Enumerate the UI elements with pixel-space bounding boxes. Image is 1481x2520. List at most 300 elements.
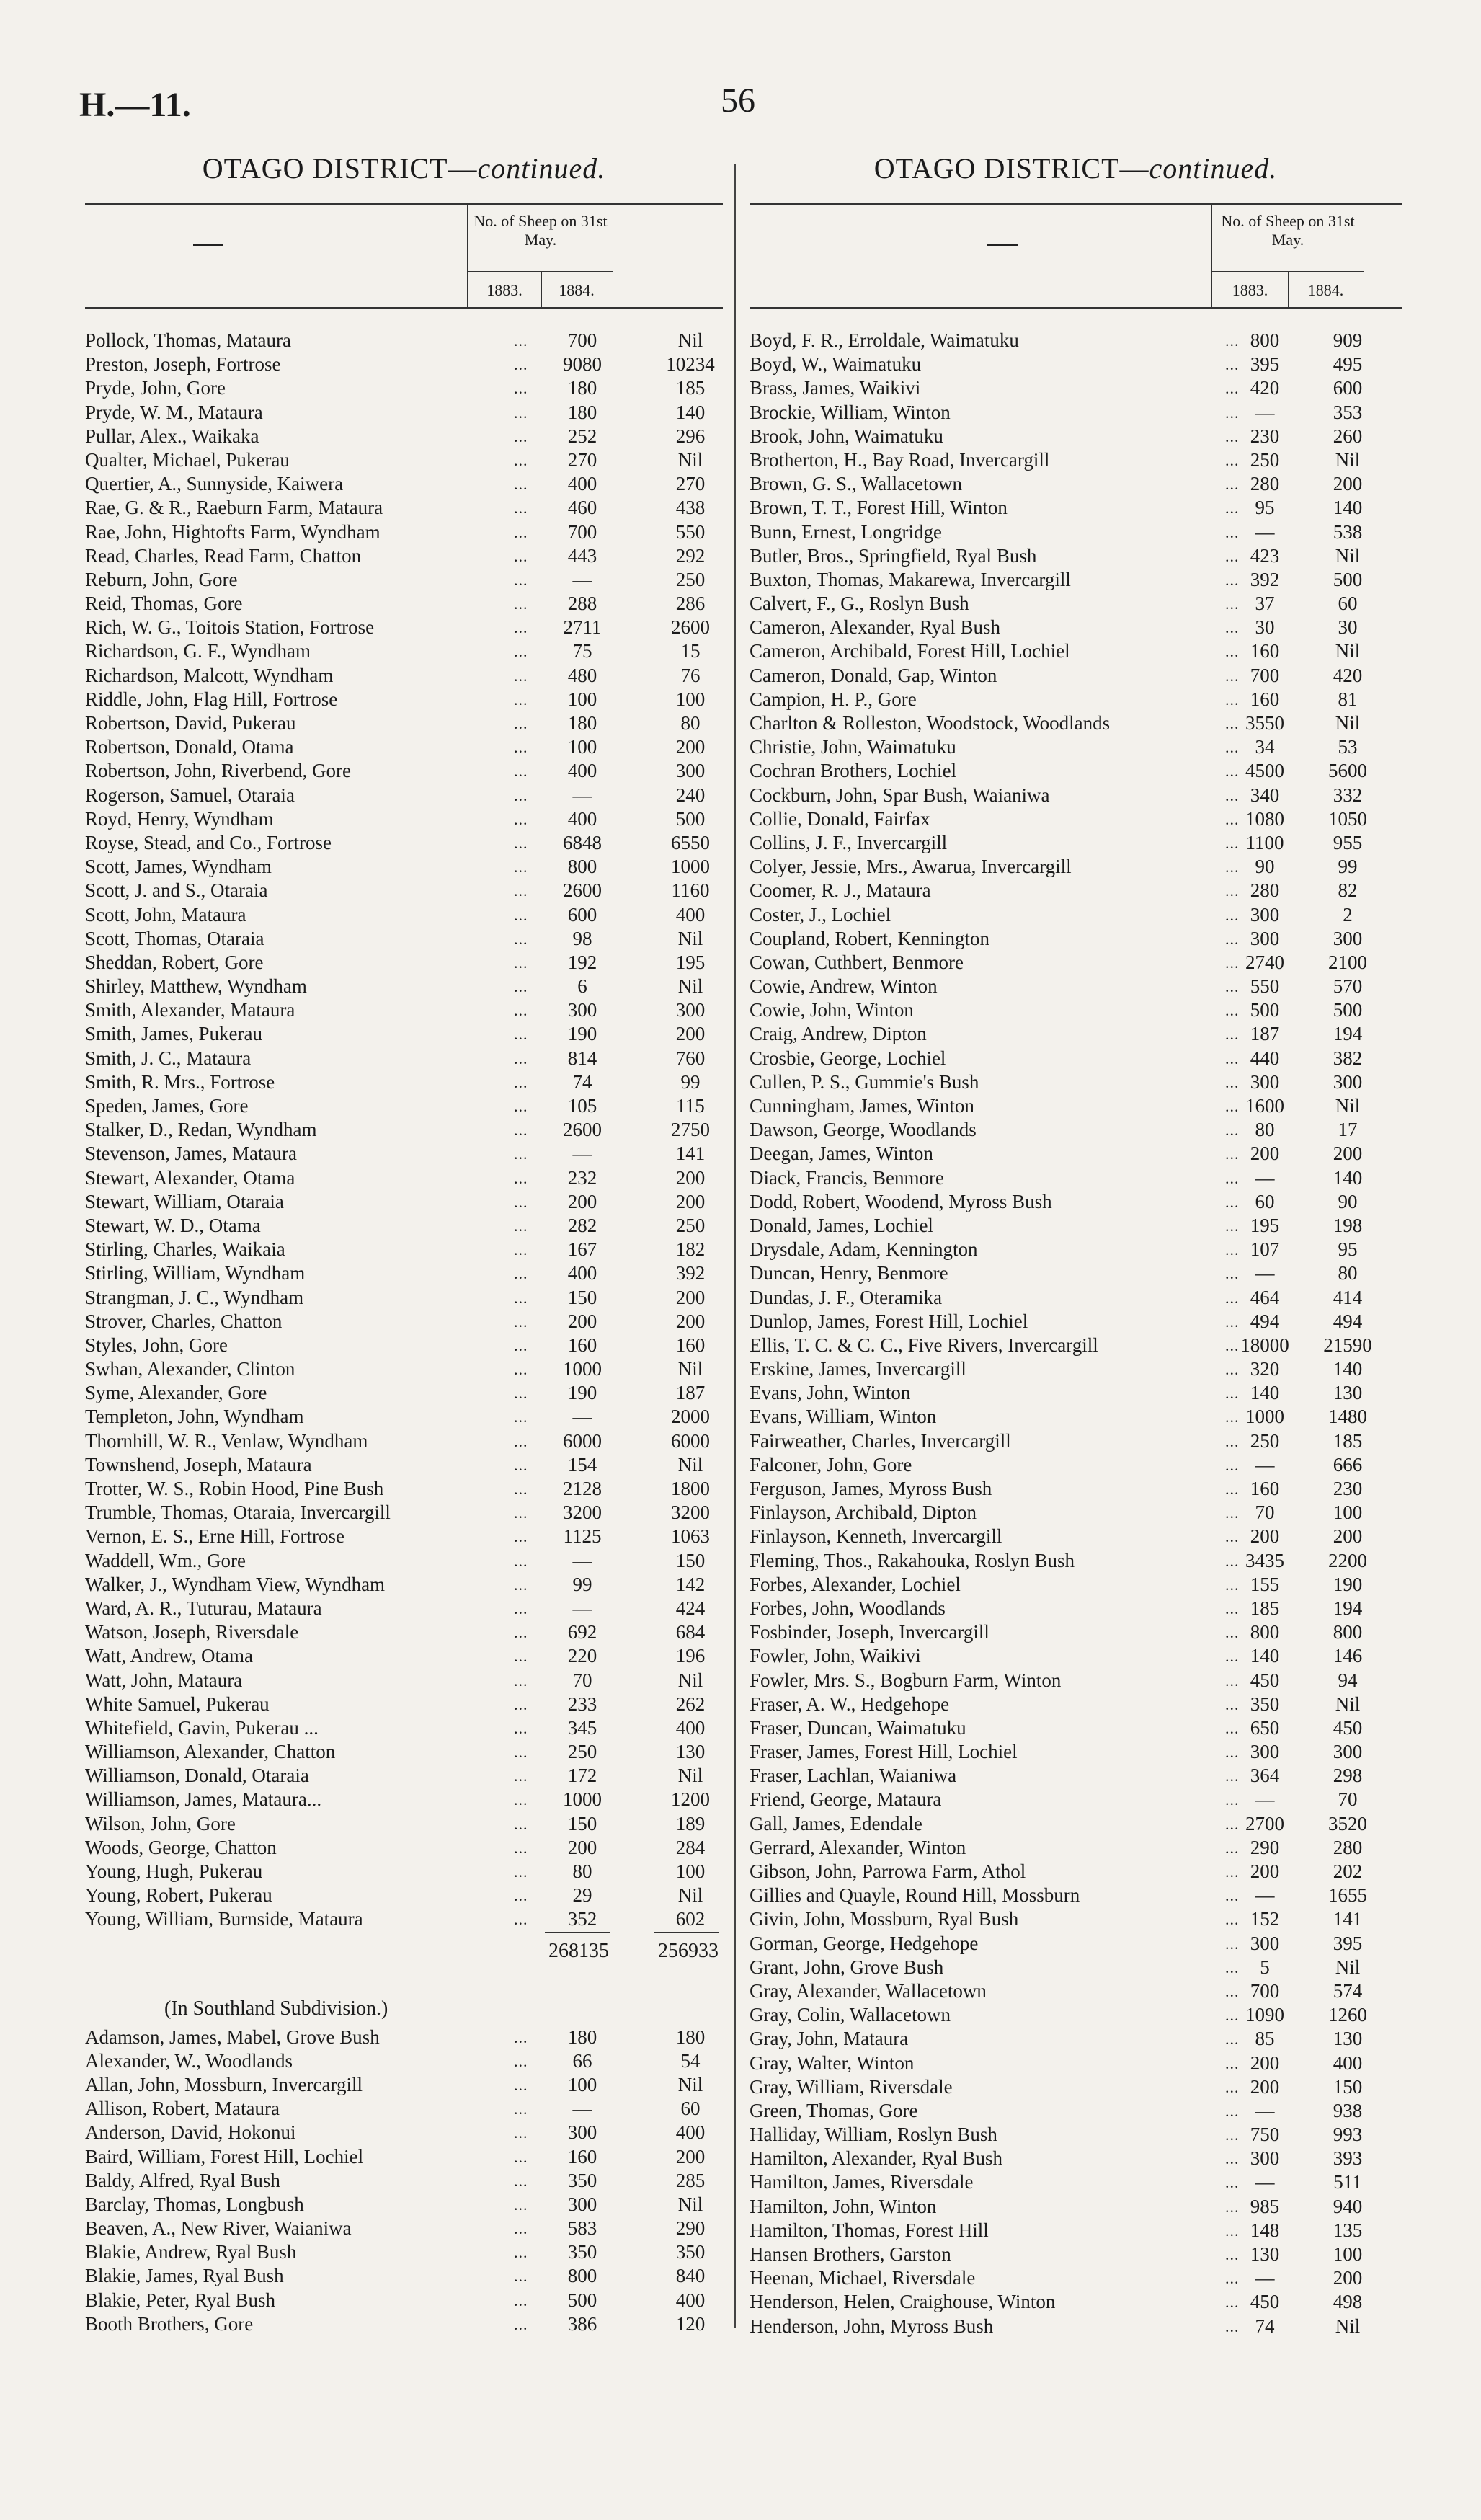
owner-name: Quertier, A., Sunnyside, Kaiwera bbox=[85, 473, 344, 495]
leader-dots: ... bbox=[514, 1408, 528, 1427]
sheep-1883: 500 bbox=[567, 2289, 597, 2311]
sheep-1884: 760 bbox=[675, 1047, 706, 1069]
sheep-1884: 200 bbox=[675, 1166, 706, 1189]
leader-dots: ... bbox=[1225, 1623, 1240, 1642]
owner-name: Smith, Alexander, Mataura bbox=[85, 999, 295, 1021]
sheep-1883: 160 bbox=[1250, 1478, 1280, 1499]
leader-dots: ... bbox=[1225, 905, 1240, 924]
sheep-1883: 700 bbox=[567, 329, 597, 351]
sheep-1883: 18000 bbox=[1240, 1334, 1289, 1356]
leader-dots: ... bbox=[1225, 953, 1240, 972]
owner-name: Duncan, Henry, Benmore bbox=[750, 1262, 948, 1285]
sheep-1884: Nil bbox=[677, 329, 703, 351]
table-row bbox=[85, 1286, 723, 1310]
owner-name: Dundas, J. F., Oteramika bbox=[750, 1286, 943, 1308]
table-row bbox=[750, 951, 1402, 975]
table-row bbox=[750, 2147, 1402, 2170]
sheep-1884: 400 bbox=[675, 2289, 706, 2311]
sheep-1884: 146 bbox=[1333, 1645, 1363, 1667]
table-row bbox=[750, 329, 1402, 352]
sheep-1883: 985 bbox=[1250, 2195, 1280, 2217]
sheep-1883: 250 bbox=[1250, 1429, 1280, 1452]
sheep-1883: 345 bbox=[567, 1716, 597, 1739]
leader-dots: ... bbox=[1225, 2317, 1240, 2335]
table-row bbox=[750, 2099, 1402, 2123]
owner-name: Givin, John, Mossburn, Ryal Bush bbox=[750, 1908, 1019, 1930]
sheep-1884: 332 bbox=[1333, 784, 1363, 806]
table-row bbox=[750, 568, 1402, 592]
owner-name: Syme, Alexander, Gore bbox=[85, 1382, 267, 1404]
table-row bbox=[85, 1094, 723, 1118]
sheep-1883: 74 bbox=[1255, 2315, 1275, 2337]
owner-name: Gray, Walter, Winton bbox=[750, 2051, 915, 2074]
owner-name: Finlayson, Kenneth, Invercargill bbox=[750, 1525, 1002, 1548]
sheep-1883: 80 bbox=[1255, 1119, 1275, 1141]
sheep-1884: 130 bbox=[1333, 1382, 1363, 1404]
table-row bbox=[750, 1836, 1402, 1860]
table-row bbox=[85, 352, 723, 376]
sheep-1883: 200 bbox=[1250, 1143, 1280, 1165]
sheep-1883: 152 bbox=[1250, 1908, 1280, 1930]
leader-dots: ... bbox=[514, 953, 528, 972]
sheep-1883: 200 bbox=[1250, 2051, 1280, 2074]
sheep-1884: 135 bbox=[1333, 2219, 1363, 2241]
sheep-1884: 3520 bbox=[1328, 1812, 1367, 1834]
leader-dots: ... bbox=[514, 1432, 528, 1450]
total-1884: 256933 bbox=[658, 1939, 719, 1962]
sheep-1883: 154 bbox=[567, 1453, 597, 1476]
sheep-1884: 200 bbox=[675, 1023, 706, 1045]
owner-name: Gray, Alexander, Wallacetown bbox=[750, 1979, 987, 2002]
owner-name: Bunn, Ernest, Longridge bbox=[750, 520, 942, 543]
sheep-1884: 194 bbox=[1333, 1597, 1363, 1619]
owner-name: Boyd, W., Waimatuku bbox=[750, 353, 922, 376]
sheep-1883: 1125 bbox=[563, 1525, 602, 1548]
table-row bbox=[85, 2121, 723, 2144]
leader-dots: ... bbox=[1225, 2101, 1240, 2120]
sheep-1883: — bbox=[1255, 1884, 1275, 1907]
table-row bbox=[750, 592, 1402, 616]
sheep-1884: 400 bbox=[675, 903, 706, 926]
sheep-1884: 99 bbox=[1338, 856, 1358, 878]
owner-name: Young, Robert, Pukerau bbox=[85, 1884, 272, 1907]
owner-name: Booth Brothers, Gore bbox=[85, 2312, 254, 2335]
sheep-1883: 130 bbox=[1250, 2243, 1280, 2265]
table-row bbox=[750, 2003, 1402, 2027]
sheep-1884: Nil bbox=[677, 975, 703, 998]
sheep-1884: 424 bbox=[675, 1597, 706, 1619]
sheep-1884: 500 bbox=[675, 807, 706, 830]
sheep-1884: 1260 bbox=[1328, 2004, 1367, 2026]
leader-dots: ... bbox=[514, 977, 528, 996]
leader-dots: ... bbox=[514, 929, 528, 948]
table-row bbox=[85, 1836, 723, 1860]
table-row bbox=[750, 1620, 1402, 1644]
sheep-1883: 814 bbox=[567, 1047, 597, 1069]
leader-dots: ... bbox=[514, 833, 528, 852]
table-row bbox=[750, 376, 1402, 400]
leader-dots: ... bbox=[1225, 1049, 1240, 1068]
sheep-1883: 105 bbox=[567, 1095, 597, 1117]
leader-dots: ... bbox=[514, 1049, 528, 1068]
owner-name: Hamilton, James, Riversdale bbox=[750, 2171, 974, 2193]
owner-name: Dodd, Robert, Woodend, Myross Bush bbox=[750, 1190, 1052, 1212]
sheep-count-label: No. of Sheep on 31st May. bbox=[1221, 212, 1355, 249]
district-title-main: OTAGO DISTRICT— bbox=[873, 152, 1149, 185]
table-row bbox=[85, 1453, 723, 1477]
owner-name: Reid, Thomas, Gore bbox=[85, 593, 243, 615]
table-row bbox=[750, 711, 1402, 735]
leader-dots: ... bbox=[1225, 2006, 1240, 2025]
leader-dots: ... bbox=[514, 1073, 528, 1091]
sheep-1884: Nil bbox=[677, 927, 703, 949]
sheep-1883: 160 bbox=[1250, 640, 1280, 662]
table-row bbox=[85, 975, 723, 998]
owner-name: Green, Thomas, Gore bbox=[750, 2099, 918, 2121]
leader-dots: ... bbox=[514, 1718, 528, 1737]
sheep-1883: 692 bbox=[567, 1621, 597, 1643]
leader-dots: ... bbox=[1225, 570, 1240, 589]
sheep-1884: 230 bbox=[1333, 1478, 1363, 1499]
leader-dots: ... bbox=[1225, 1097, 1240, 1115]
leader-dots: ... bbox=[514, 355, 528, 374]
table-row bbox=[750, 1334, 1402, 1357]
sheep-1884: 450 bbox=[1333, 1716, 1363, 1739]
leader-dots: ... bbox=[1225, 499, 1240, 518]
leader-dots: ... bbox=[514, 1814, 528, 1833]
sheep-1884: 100 bbox=[675, 688, 706, 710]
owner-name: Blakie, Peter, Ryal Bush bbox=[85, 2289, 276, 2311]
owner-name: Walker, J., Wyndham View, Wyndham bbox=[85, 1573, 386, 1595]
district-title bbox=[85, 151, 723, 195]
table-row bbox=[750, 1261, 1402, 1285]
sheep-1884: 120 bbox=[675, 2312, 706, 2335]
owner-name: Williamson, Donald, Otaraia bbox=[85, 1765, 309, 1787]
sheep-1884: 800 bbox=[1333, 1621, 1363, 1643]
sheep-1883: 155 bbox=[1250, 1573, 1280, 1595]
leader-dots: ... bbox=[514, 1599, 528, 1618]
table-row bbox=[750, 855, 1402, 879]
sheep-1884: 140 bbox=[675, 401, 706, 423]
table-row bbox=[85, 1788, 723, 1811]
sheep-1884: 198 bbox=[1333, 1214, 1363, 1236]
sheep-1883: 80 bbox=[572, 1860, 592, 1882]
sheep-1883: 100 bbox=[567, 2073, 597, 2095]
sheep-1883: 400 bbox=[567, 473, 597, 495]
owner-name: Evans, William, Winton bbox=[750, 1406, 937, 1428]
table-row bbox=[750, 2315, 1402, 2338]
sheep-1884: 200 bbox=[675, 736, 706, 758]
owner-name: Buxton, Thomas, Makarewa, Invercargill bbox=[750, 568, 1071, 590]
owner-name: Williamson, Alexander, Chatton bbox=[85, 1741, 336, 1763]
leader-dots: ... bbox=[1225, 2030, 1240, 2049]
district-title-continued: continued. bbox=[477, 152, 606, 185]
leader-dots: ... bbox=[514, 1360, 528, 1379]
table-row bbox=[85, 1310, 723, 1334]
sheep-1884: 292 bbox=[675, 544, 706, 567]
sheep-1884: 76 bbox=[680, 664, 701, 686]
leader-dots: ... bbox=[1225, 2221, 1240, 2240]
sheep-1884: Nil bbox=[677, 1765, 703, 1787]
owner-name: Reburn, John, Gore bbox=[85, 568, 238, 590]
sheep-1884: 1000 bbox=[671, 856, 710, 878]
owner-name: Rogerson, Samuel, Otaraia bbox=[85, 784, 295, 806]
sheep-1884: 80 bbox=[680, 712, 701, 734]
table-header bbox=[750, 203, 1402, 309]
sheep-1884: 1800 bbox=[671, 1478, 710, 1499]
sheep-1884: 280 bbox=[1333, 1836, 1363, 1858]
owner-name: Drysdale, Adam, Kennington bbox=[750, 1238, 978, 1261]
district-title-main: OTAGO DISTRICT— bbox=[202, 152, 478, 185]
sheep-1883: 320 bbox=[1250, 1358, 1280, 1380]
leader-dots: ... bbox=[514, 1767, 528, 1785]
owner-name: Baldy, Alfred, Ryal Bush bbox=[85, 2169, 280, 2191]
owner-name: White Samuel, Pukerau bbox=[85, 1692, 270, 1715]
leader-dots: ... bbox=[514, 1791, 528, 1809]
sheep-1884: 189 bbox=[675, 1812, 706, 1834]
table-row bbox=[85, 831, 723, 855]
sheep-1883: 340 bbox=[1250, 784, 1280, 806]
table-row bbox=[750, 1357, 1402, 1381]
sheep-1884: Nil bbox=[677, 2193, 703, 2215]
owner-name: Colyer, Jessie, Mrs., Awarua, Invercargill bbox=[750, 856, 1072, 878]
leader-dots: ... bbox=[1225, 1838, 1240, 1857]
sheep-1884: 286 bbox=[675, 593, 706, 615]
sheep-1883: 750 bbox=[1250, 2124, 1280, 2146]
owner-name: Anderson, David, Hokonui bbox=[85, 2121, 296, 2144]
owner-name: Waddell, Wm., Gore bbox=[85, 1549, 246, 1571]
page-number: 56 bbox=[721, 81, 755, 120]
sheep-1884: 602 bbox=[675, 1908, 706, 1930]
table-row bbox=[750, 2123, 1402, 2147]
sheep-1884: 115 bbox=[676, 1095, 705, 1117]
leader-dots: ... bbox=[1225, 714, 1240, 732]
leader-dots: ... bbox=[514, 642, 528, 661]
table-row bbox=[750, 1286, 1402, 1310]
owner-name: Stirling, William, Wyndham bbox=[85, 1262, 306, 1285]
owner-name: Donald, James, Lochiel bbox=[750, 1214, 933, 1236]
leader-dots: ... bbox=[1225, 1455, 1240, 1474]
owner-name: Scott, John, Mataura bbox=[85, 903, 246, 926]
owner-name: Pryde, John, Gore bbox=[85, 377, 226, 399]
sheep-1883: 180 bbox=[567, 712, 597, 734]
sheep-1884: 290 bbox=[675, 2217, 706, 2240]
sheep-1883: 443 bbox=[567, 544, 597, 567]
sheep-1884: 99 bbox=[680, 1070, 701, 1093]
leader-dots: ... bbox=[514, 2124, 528, 2142]
sheep-1884: 550 bbox=[675, 520, 706, 543]
sheep-1883: 288 bbox=[567, 593, 597, 615]
sheep-1884: 200 bbox=[1333, 2267, 1363, 2289]
leader-dots: ... bbox=[514, 2147, 528, 2166]
sheep-1883: 107 bbox=[1250, 1238, 1280, 1261]
table-row bbox=[750, 1860, 1402, 1884]
year-header-row bbox=[1212, 271, 1364, 307]
table-row bbox=[85, 592, 723, 616]
leader-dots: ... bbox=[514, 738, 528, 757]
sheep-1884: 250 bbox=[675, 1214, 706, 1236]
sheep-1883: 160 bbox=[567, 1334, 597, 1356]
sheep-1883: 280 bbox=[1250, 473, 1280, 495]
sheep-1884: 2600 bbox=[671, 616, 710, 639]
leader-dots: ... bbox=[1225, 1432, 1240, 1450]
table-row bbox=[750, 1453, 1402, 1477]
table-row bbox=[750, 879, 1402, 902]
sheep-1884: Nil bbox=[1335, 640, 1361, 662]
left-column bbox=[85, 151, 723, 2336]
owner-name: Cowan, Cuthbert, Benmore bbox=[750, 951, 964, 973]
sheep-1884: 2750 bbox=[671, 1119, 710, 1141]
sheep-1884: 600 bbox=[1333, 377, 1363, 399]
sheep-1883: 5 bbox=[1260, 1956, 1270, 1978]
leader-dots: ... bbox=[1225, 1743, 1240, 1762]
leader-dots: ... bbox=[514, 690, 528, 709]
leader-dots: ... bbox=[1225, 1384, 1240, 1403]
sheep-1883: 1100 bbox=[1245, 831, 1284, 853]
table-row bbox=[750, 1669, 1402, 1692]
sheep-1884: Nil bbox=[677, 1453, 703, 1476]
sheep-1884: Nil bbox=[677, 1669, 703, 1691]
owner-name: Richardson, G. F., Wyndham bbox=[85, 640, 311, 662]
sheep-1883: 282 bbox=[567, 1214, 597, 1236]
table-row bbox=[750, 688, 1402, 711]
owner-name: Williamson, James, Mataura... bbox=[85, 1788, 322, 1811]
sheep-1884: 141 bbox=[1333, 1908, 1363, 1930]
table-row bbox=[750, 1094, 1402, 1118]
owner-name: Cockburn, John, Spar Bush, Waianiwa bbox=[750, 784, 1050, 806]
sheep-1884: 5600 bbox=[1328, 760, 1367, 782]
table-row bbox=[750, 401, 1402, 425]
sheep-1884: 1480 bbox=[1328, 1406, 1367, 1428]
leader-dots: ... bbox=[514, 2028, 528, 2046]
leader-dots: ... bbox=[1225, 355, 1240, 374]
leader-dots: ... bbox=[1225, 1073, 1240, 1091]
sheep-1883: 480 bbox=[567, 664, 597, 686]
leader-dots: ... bbox=[514, 499, 528, 518]
owner-name: Friend, George, Mataura bbox=[750, 1788, 942, 1811]
leader-dots: ... bbox=[1225, 2173, 1240, 2192]
sheep-1883: 150 bbox=[567, 1812, 597, 1834]
table-row bbox=[750, 544, 1402, 568]
sheep-1884: Nil bbox=[677, 2073, 703, 2095]
leader-dots: ... bbox=[1225, 642, 1240, 661]
owner-name: Alexander, W., Woodlands bbox=[85, 2049, 293, 2072]
sheep-1884: 909 bbox=[1333, 329, 1363, 351]
sheep-1883: 6000 bbox=[563, 1429, 602, 1452]
table-row bbox=[750, 1238, 1402, 1261]
table-row bbox=[85, 448, 723, 472]
leader-dots: ... bbox=[1225, 690, 1240, 709]
sheep-1884: 180 bbox=[675, 2026, 706, 2048]
owner-name: Henderson, John, Myross Bush bbox=[750, 2315, 994, 2337]
sheep-1883: 392 bbox=[1250, 568, 1280, 590]
sheep-1884: 2100 bbox=[1328, 951, 1367, 973]
owner-name: Deegan, James, Winton bbox=[750, 1143, 933, 1165]
table-row bbox=[85, 1334, 723, 1357]
sheep-1883: — bbox=[1255, 1166, 1275, 1189]
sheep-1883: 350 bbox=[1250, 1692, 1280, 1715]
leader-dots: ... bbox=[1225, 2197, 1240, 2216]
leader-dots: ... bbox=[1225, 2269, 1240, 2288]
leader-dots: ... bbox=[1225, 475, 1240, 494]
leader-dots: ... bbox=[514, 858, 528, 877]
owner-name: Beaven, A., New River, Waianiwa bbox=[85, 2217, 352, 2240]
owner-name: Woods, George, Chatton bbox=[85, 1836, 277, 1858]
leader-dots: ... bbox=[514, 2315, 528, 2333]
leader-dots: ... bbox=[514, 809, 528, 828]
owner-name: Fleming, Thos., Rakahouka, Roslyn Bush bbox=[750, 1549, 1075, 1571]
sheep-1884: 393 bbox=[1333, 2147, 1363, 2170]
owner-name: Hamilton, Alexander, Ryal Bush bbox=[750, 2147, 1003, 2170]
table-row bbox=[750, 1740, 1402, 1764]
sheep-1883: 1600 bbox=[1245, 1095, 1284, 1117]
sheep-1884: 400 bbox=[675, 1716, 706, 1739]
sheep-1883: — bbox=[1255, 1788, 1275, 1811]
table-row bbox=[750, 1166, 1402, 1190]
owner-name: Cowie, Andrew, Winton bbox=[750, 975, 938, 998]
sheep-1884: 150 bbox=[675, 1549, 706, 1571]
owner-name: Blakie, Andrew, Ryal Bush bbox=[85, 2241, 297, 2263]
leader-dots: ... bbox=[514, 1025, 528, 1044]
table-row bbox=[750, 1597, 1402, 1620]
sheep-1883: 280 bbox=[1250, 879, 1280, 902]
sheep-1883: 187 bbox=[1250, 1023, 1280, 1045]
leader-dots: ... bbox=[514, 1312, 528, 1331]
table-row bbox=[750, 448, 1402, 472]
owner-name: Ellis, T. C. & C. C., Five Rivers, Invercargill bbox=[750, 1334, 1098, 1356]
leader-dots: ... bbox=[514, 1455, 528, 1474]
table-row bbox=[85, 1214, 723, 1238]
sheep-1884: 195 bbox=[675, 951, 706, 973]
table-row bbox=[750, 1788, 1402, 1811]
leader-dots: ... bbox=[514, 1336, 528, 1354]
leader-dots: ... bbox=[1225, 1958, 1240, 1976]
table-row bbox=[85, 2312, 723, 2336]
sheep-1884: 185 bbox=[1333, 1429, 1363, 1452]
table-row bbox=[85, 1166, 723, 1190]
table-row bbox=[85, 425, 723, 448]
sheep-1883: — bbox=[572, 1549, 592, 1571]
sheep-1883: 800 bbox=[1250, 1621, 1280, 1643]
sheep-1883: 180 bbox=[567, 377, 597, 399]
sheep-1884: 955 bbox=[1333, 831, 1363, 853]
sheep-1884: 70 bbox=[1338, 1788, 1358, 1811]
leader-dots: ... bbox=[514, 762, 528, 781]
owner-name: Pryde, W. M., Mataura bbox=[85, 401, 263, 423]
leader-dots: ... bbox=[514, 1001, 528, 1020]
table-row bbox=[750, 1549, 1402, 1573]
leader-dots: ... bbox=[1225, 2293, 1240, 2312]
sheep-1884: 284 bbox=[675, 1836, 706, 1858]
sheep-1884: 414 bbox=[1333, 1286, 1363, 1308]
sheep-1883: 140 bbox=[1250, 1382, 1280, 1404]
sheep-1883: 6848 bbox=[563, 831, 602, 853]
leader-dots: ... bbox=[1225, 1575, 1240, 1594]
table-row bbox=[750, 1477, 1402, 1501]
leader-dots: ... bbox=[514, 1480, 528, 1498]
leader-dots: ... bbox=[514, 666, 528, 685]
total-1883: 268135 bbox=[548, 1939, 609, 1962]
sheep-1883: 98 bbox=[572, 927, 592, 949]
owner-name: Stirling, Charles, Waikaia bbox=[85, 1238, 285, 1261]
sheep-1883: — bbox=[1255, 1453, 1275, 1476]
owner-name: Smith, R. Mrs., Fortrose bbox=[85, 1070, 275, 1093]
owner-name: Gorman, George, Hedgehope bbox=[750, 1932, 979, 1954]
sheep-1884: 6550 bbox=[671, 831, 710, 853]
table-row bbox=[85, 1070, 723, 1094]
table-row bbox=[750, 2027, 1402, 2051]
leader-dots: ... bbox=[1225, 2126, 1240, 2144]
